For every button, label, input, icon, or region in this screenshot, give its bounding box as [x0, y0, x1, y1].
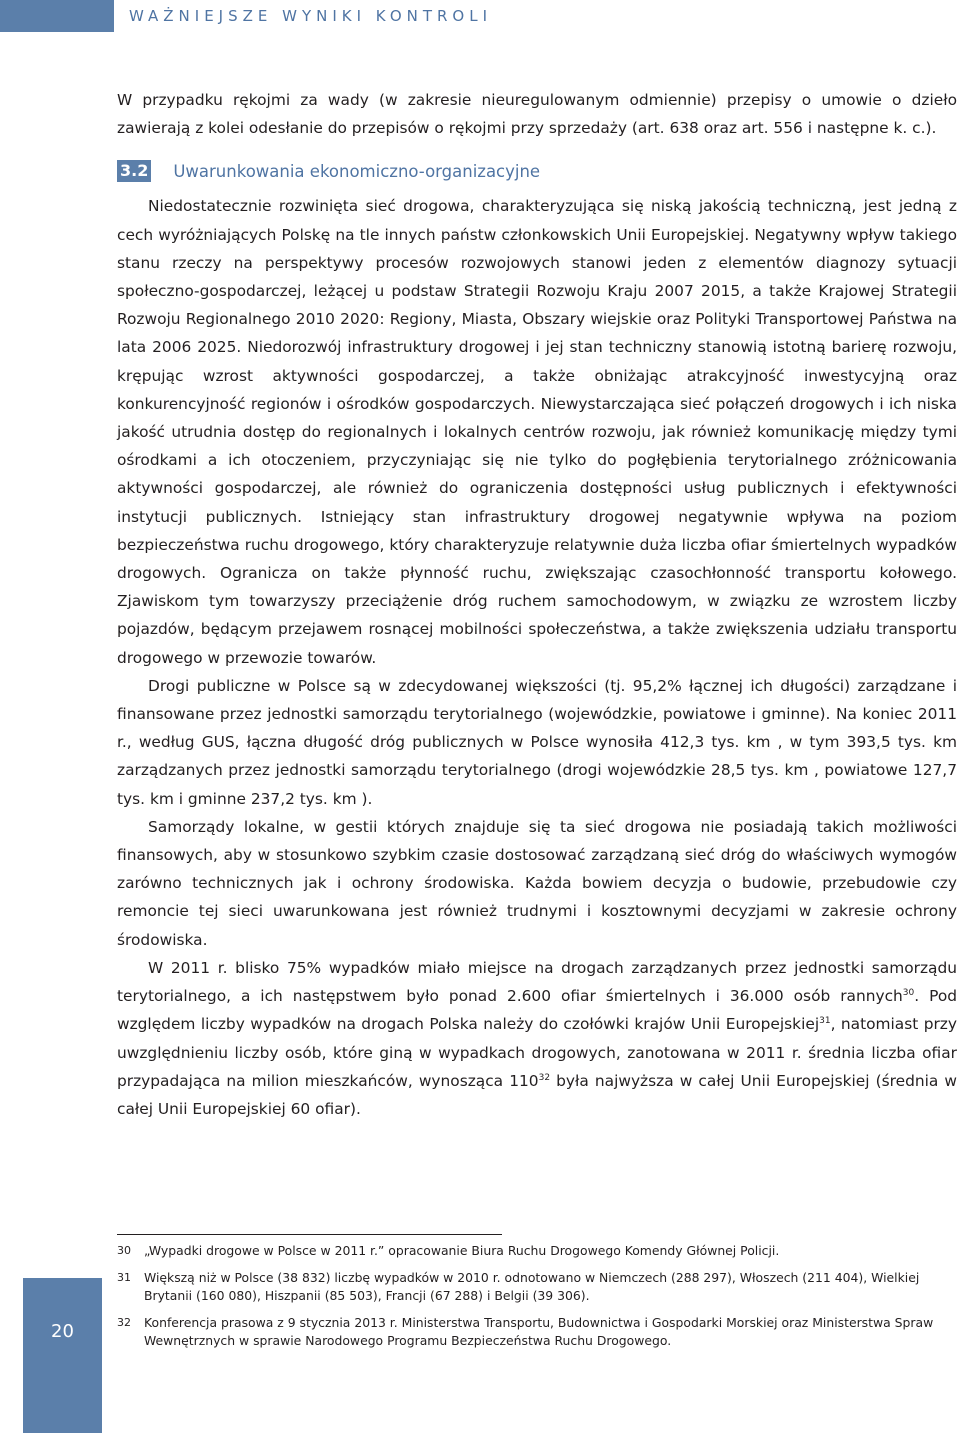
paragraph-4-part-c: , natomiast przy uwzględnieniu liczby osób, które giną w wypadkach drogowych, zanotowana w 2011 r. średnia liczba ofiar przypadająca na milion mieszkańców, wynosząca 110: [117, 1015, 957, 1090]
section-number: 3.2: [117, 160, 151, 182]
footnote-ref-32[interactable]: 32: [538, 1072, 551, 1083]
footnote-text: Konferencja prasowa z 9 stycznia 2013 r. Ministerstwa Transportu, Budownictwa i Gospodarki Morskiej oraz Ministerstwa Spraw Wewnętrznych w sprawie Narodowego Programu Bezpieczeństwa Ruchu Drogowego.: [144, 1314, 934, 1348]
footnote-number: 31: [117, 1270, 131, 1284]
footnote-ref-30[interactable]: 30: [902, 987, 915, 998]
footnote-number: 30: [117, 1244, 131, 1257]
main-content: [117, 86, 957, 1123]
running-header: WAŻNIEJSZE WYNIKI KONTROLI: [129, 7, 493, 25]
footnotes: [117, 1242, 957, 1359]
paragraph-1: Niedostatecznie rozwinięta sieć drogowa, charakteryzująca się niską jakością techniczną, jest jedną z cech wyróżniających Polskę na tle innych państw członkowskich Unii Europejskiej. Negatywny wpływ takiego stanu rzeczy na perspektywy procesów rozwojowych stanowi jeden z elementów diagnozy sytuacji społeczno-gospodarczej, leżącej u podstaw Strategii Rozwoju Kraju 2007 2015, a także Krajowej Strategii Rozwoju Regionalnego 2010 2020: Regiony, Miasta, Obszary wiejskie oraz Polityki Transportowej Państwa na lata 2006 2025. Niedorozwój infrastruktury drogowej i jej stan techniczny stanowią istotną barierę rozwoju, krępując wzrost aktywności gospodarczej, a także obniżając atrakcyjność inwestycyjną oraz konkurencyjność regionów i ośrodków gospodarczych. Niewystarczająca sieć połączeń drogowych i ich niska jakość utrudnia dostęp do regionalnych i lokalnych centrów rozwoju, jak również komunikację między tymi ośrodkami a ich otoczeniem, przyczyniając się nie tylko do pogłębienia terytorialnego zróżnicowania aktywności gospodarczej, ale również do ograniczenia dostępności usług publicznych i efektywności instytucji publicznych. Istniejący stan infrastruktury drogowej negatywnie wpływa na poziom bezpieczeństwa ruchu drogowego, który charakteryzuje relatywnie duża liczba ofiar śmiertelnych wypadków drogowych. Ogranicza on także płynność ruchu, zwiększając czasochłonność transportu kołowego. Zjawiskom tym towarzyszy przeciążenie dróg ruchem samochodowym, w związku ze wzrostem liczby pojazdów, będącym przejawem rosnącej mobilności społeczeństwa, a także zwiększenia udziału transportu drogowego w przewozie towarów.: [117, 197, 957, 667]
section-title: Uwarunkowania ekonomiczno-organizacyjne: [173, 161, 541, 181]
paragraph-4: [117, 954, 957, 1123]
page-number: 20: [51, 1321, 74, 1342]
paragraph-4-part-b: . Pod względem liczby wypadków na drogach Polska należy do czołówki krajów Unii Europejskiej: [117, 987, 957, 1034]
header-accent-bar: [0, 0, 114, 32]
page-number-tab: [23, 1278, 102, 1433]
paragraph-2: Drogi publiczne w Polsce są w zdecydowanej większości (tj. 95,2% łącznej ich długości) zarządzane i finansowane przez jednostki samorządu terytorialnego (wojewódzkie, powiatowe i gminne). Na koniec 2011 r., według GUS, łączna długość dróg publicznych w Polsce wynosiła 412,3 tys. km , w tym 393,5 tys. km zarządzanych przez jednostki samorządu terytorialnego (drogi wojewódzkie 28,5 tys. km , powiatowe 127,7 tys. km i gminne 237,2 tys. km ).: [117, 676, 957, 808]
footnote-30: [117, 1242, 957, 1261]
footnote-number: 32: [117, 1315, 131, 1329]
paragraph-3: Samorządy lokalne, w gestii których znajduje się ta sieć drogowa nie posiadają takich możliwości finansowych, aby w stosunkowo szybkim czasie dostosować zarządzaną sieć dróg do właściwych wymogów zarówno technicznych jak i ochrony środowiska. Każda bowiem decyzja o budowie, przebudowie czy remoncie tej sieci uwarunkowana jest również trudnymi i kosztownymi decyzjami w zakresie ochrony środowiska.: [117, 817, 957, 949]
footnote-text: „Wypadki drogowe w Polsce w 2011 r.” opracowanie Biura Ruchu Drogowego Komendy Głównej Policji.: [144, 1243, 780, 1258]
footnote-32: [117, 1314, 957, 1351]
footnote-divider: [117, 1234, 502, 1235]
intro-paragraph: W przypadku rękojmi za wady (w zakresie nieuregulowanym odmiennie) przepisy o umowie o dzieło zawierają z kolei odesłanie do przepisów o rękojmi przy sprzedaży (art. 638 oraz art. 556 i następne k. c.).: [117, 91, 957, 138]
paragraph-4-part-a: W 2011 r. blisko 75% wypadków miało miejsce na drogach zarządzanych przez jednostki samorządu terytorialnego, a ich następstwem było ponad 2.600 ofiar śmiertelnych i 36.000 osób rannych: [117, 958, 957, 1006]
footnote-text: Większą niż w Polsce (38 832) liczbę wypadków w 2010 r. odnotowano w Niemczech (288 297), Włoszech (211 404), Wielkiej Brytanii (160 080), Hiszpanii (85 503), Francji (67 288) i Belgii (39 306).: [144, 1269, 920, 1303]
section-heading: [117, 160, 957, 182]
paragraph-4-part-d: była najwyższa w całej Unii Europejskiej (średnia w całej Unii Europejskiej 60 ofiar).: [117, 1071, 958, 1118]
footnote-31: [117, 1269, 957, 1306]
footnote-ref-31[interactable]: 31: [819, 1016, 831, 1027]
